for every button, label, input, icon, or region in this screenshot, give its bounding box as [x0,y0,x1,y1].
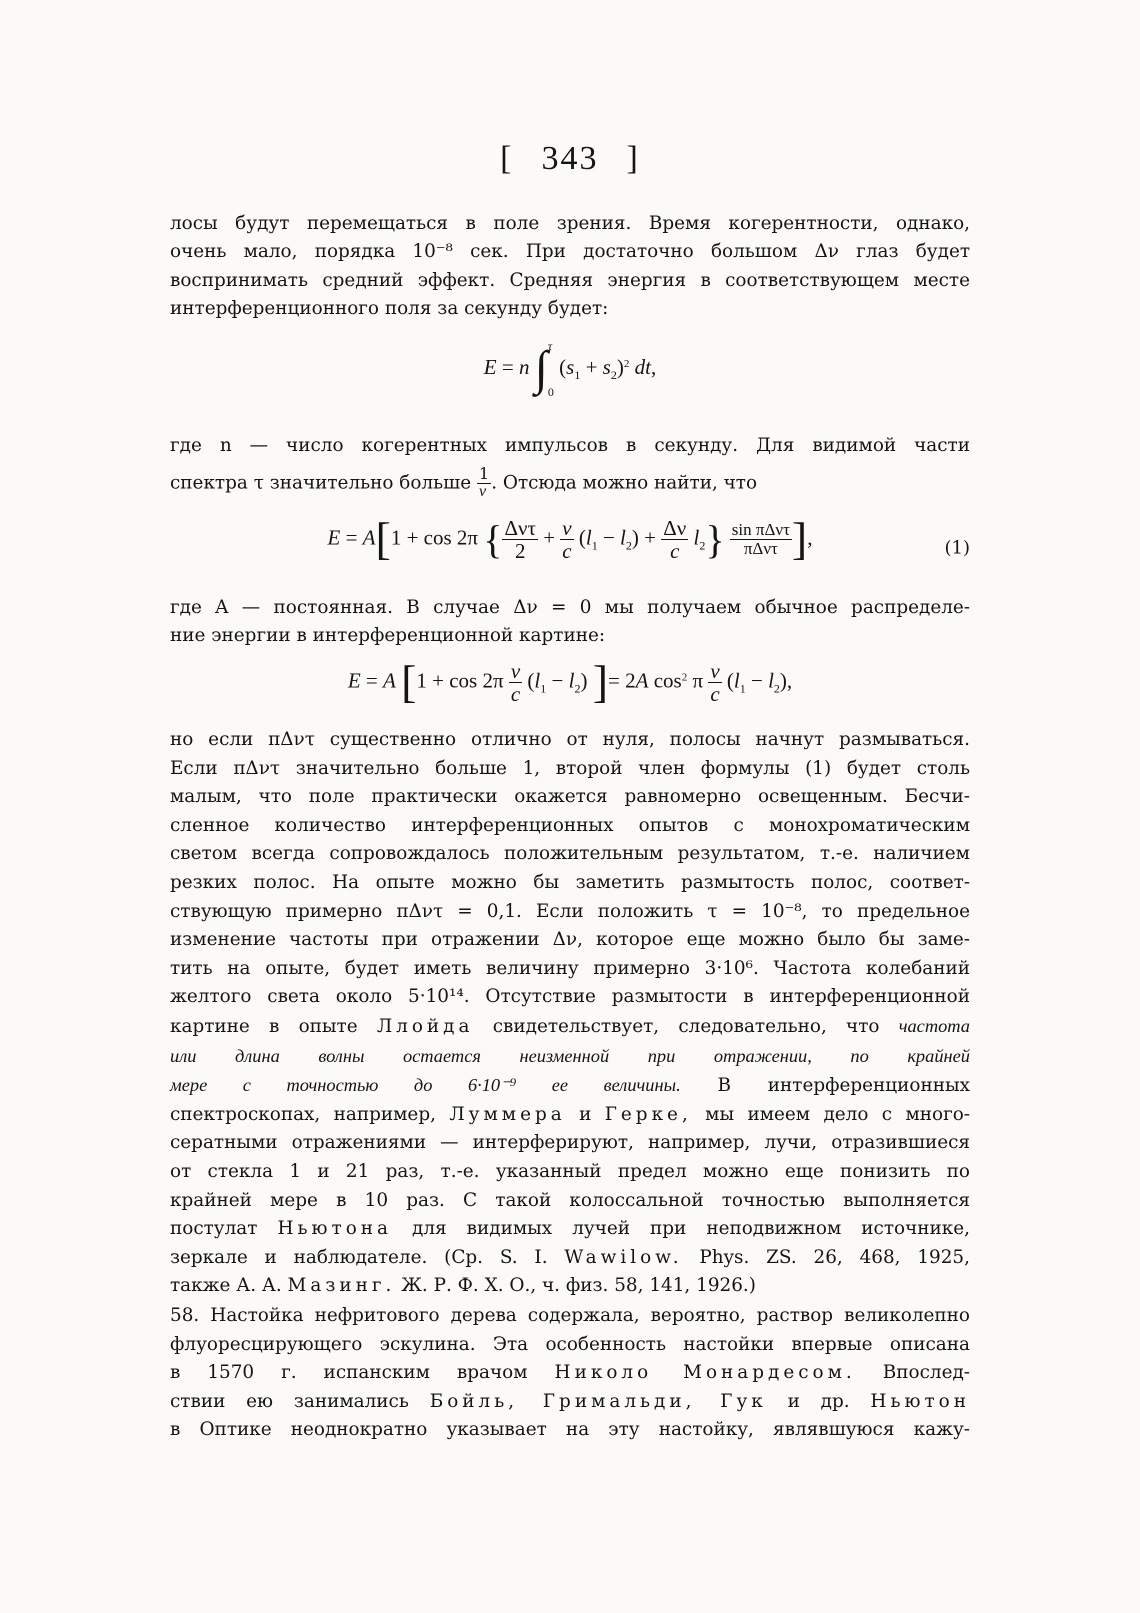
text-line: спектроскопах, например, Луммера и Герке, мы имеем дело с много- [170,1103,971,1125]
text-line: зеркале и наблюдателе. (Ср. S. I. Wawilow. Phys. ZS. 26, 468, 1925, [170,1246,970,1268]
author-name: Wawilow. [564,1246,683,1268]
note-58 [170,1302,970,1445]
paragraph-constant [170,594,970,651]
text-line: или длина волны остается неизменной при отражении, по крайней [170,1045,970,1066]
text-line: картине в опыте Ллойда свидетельствует, следовательно, что частота [170,1015,970,1037]
text-line: от стекла 1 и 21 раз, т.-е. указанный предел можно еще понизить по [170,1160,970,1182]
text-line: ствии ею занимались Бойль, Гримальди, Гук и др. Ньютон [170,1390,970,1412]
author-name: Герке, [604,1103,692,1125]
formula-1: E = A[1 + cos 2π { $\frac{\text{Δντ}}{2}$ + $\frac{\nu}{c}$ $(l_1 - l_2)$ + $\frac{\Delta\nu}{c}$ $l_2$} $\frac{\text{sin πΔντ}}{\text{πΔντ}}$ ], (1) [327,513,970,565]
paragraph-main [170,726,970,1301]
text-line: крайней мере в 10 раз. С такой колоссальной точностью выполняется [170,1189,970,1211]
author-name: Ллойда [376,1015,474,1037]
text-line: Если πΔντ значительно больше 1, второй член формулы (1) будет столь [170,757,970,779]
text-line: в Оптике неоднократно указывает на эту настойку, являвшуюся кажу- [170,1419,970,1441]
author-name: Ньютона [277,1218,393,1240]
text-line: тить на опыте, будет иметь величину примерно 3·10⁶. Частота колебаний [170,957,970,979]
paragraph-coherence [170,210,970,324]
text-line: изменение частоты при отражении Δν, которое еще можно было бы заме- [170,929,970,951]
formula-interference-distribution: E = A [1 + cos 2π $\frac{\nu}{c}$ $(l_1 - l_2)$ ]= 2A $\cos^2 \pi$ $\frac{\nu}{c}$ $(l_1 - l_2)$, [347,656,793,708]
author-name: Бойль, Гримальди, Гук [429,1390,767,1412]
text-line: малым, что поле практически окажется равномерно освещенным. Бесчи- [170,786,970,808]
text-line: очень мало, порядка 10⁻⁸ сек. При достаточно большом Δν глаз будет [170,241,970,263]
text-line: лосы будут перемещаться в поле зрения. Время когерентности, однако, [170,213,970,234]
author-name: Николо Монардесом. [554,1362,856,1384]
text-line: 58. Настойка нефритового дерева содержала, вероятно, раствор великолепно [170,1305,970,1326]
text-line: воспринимать средний эффект. Средняя энергия в соответствующем месте [170,269,970,291]
text-line: флуоресцирующего эскулина. Эта особенность настойки впервые описана [170,1333,970,1355]
text-line: резких полос. На опыте можно бы заметить размытость полос, соответ- [170,871,970,893]
text-line: где n — число когерентных импульсов в секунду. Для видимой части [170,435,970,456]
text-line: но если πΔντ существенно отлично от нуля, полосы начнут размываться. [170,729,970,750]
author-name: Ньютон [870,1390,970,1412]
text-line: постулат Ньютона для видимых лучей при неподвижном источнике, [170,1218,970,1240]
text-line: светом всегда сопровождалось положительным результатом, т.-е. наличием [170,843,970,865]
text-line: спектра τ значительно больше $\frac{1}{\nu}$ . Отсюда можно найти, что [170,464,758,501]
text-line: желтого света около 5·10¹⁴. Отсутствие размытости в интерференционной [170,986,970,1008]
text-line: сератными отражениями — интерферируют, например, лучи, отразившиеся [170,1132,970,1154]
text-line: сленное количество интерференционных опытов с монохроматическим [170,814,970,836]
text-line: в 1570 г. испанским врачом Николо Монардесом. Впослед- [170,1362,970,1384]
text-line: где A — постоянная. В случае Δν = 0 мы получаем обычное распределе- [170,597,970,618]
author-name: Луммера [449,1103,566,1125]
text-line: интерференционного поля за секунду будет: [170,298,609,320]
text-line: ствующую примерно πΔντ = 0,1. Если положить τ = 10⁻⁸, то предельное [170,900,970,922]
text-line: также А. А. Мазинг. Ж. Р. Ф. Х. О., ч. физ. 58, 141, 1926.) [170,1275,756,1297]
formula-energy-integral: E = n ∫ τ 0 $(s_1 + s_2)^2$ dt, [483,339,657,399]
equation-number: (1) [944,537,970,559]
text-line: ние энергии в интерференционной картине: [170,625,606,647]
paragraph-spectrum [170,432,970,501]
author-name: Мазинг. [287,1275,396,1297]
text-line: мере с точностью до 6·10⁻⁹ ее величины. В интерференционных [170,1075,970,1097]
page-number: [ 343 ] [500,140,640,177]
